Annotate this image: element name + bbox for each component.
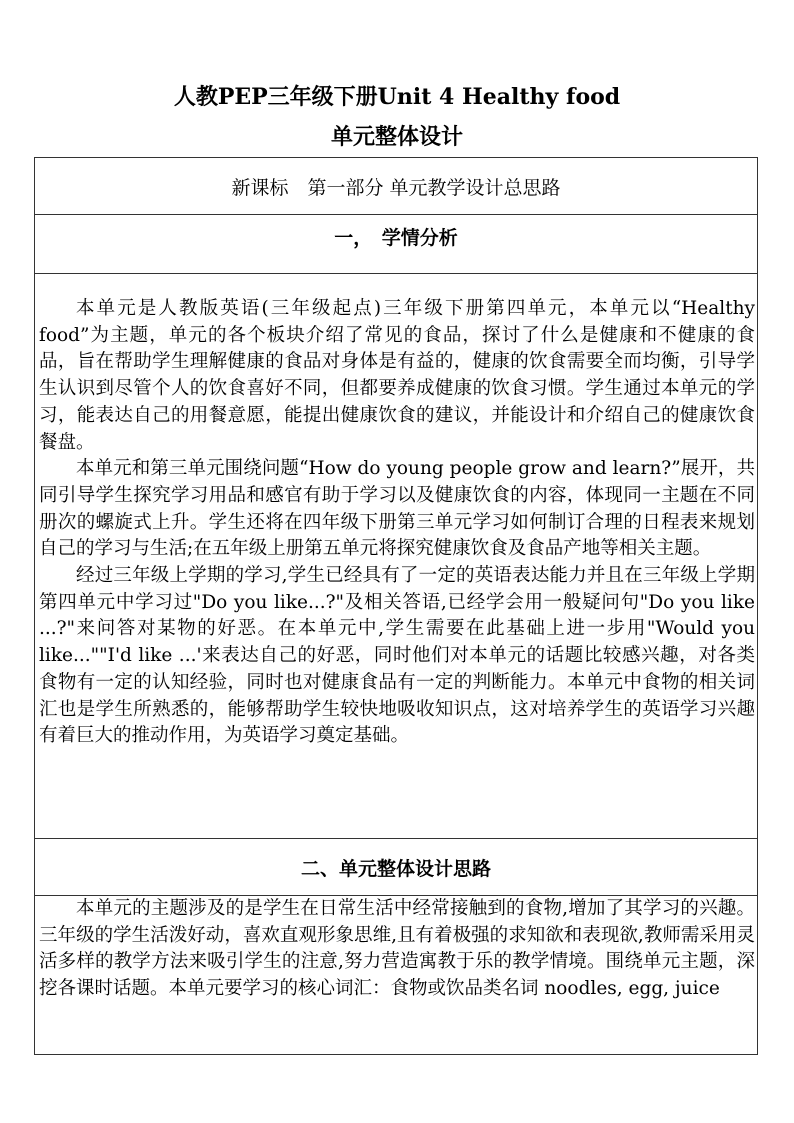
paragraph: 本单元的主题涉及的是学生在日常生活中经常接触到的食物,增加了其学习的兴趣。三年级的学生活泼好动，喜欢直观形象思维,且有着极强的求知欲和表现欲,教师需采用灵活多样的教学方法来吸引学生的注意,努力营造寓教于乐的教学情境。围绕单元主题，深挖各课时话题。本单元要学习的核心词汇：食物或饮品类名词 noodles, egg, juice <box>39 898 755 1000</box>
section1-text <box>35 296 757 750</box>
table-row-section2-heading <box>35 839 757 896</box>
framework-heading: 新课标 第一部分 单元教学设计总思路 <box>231 176 561 199</box>
section2-heading: 二、单元整体设计思路 <box>300 857 491 880</box>
design-table <box>34 157 758 1055</box>
table-row-section2-body <box>35 896 757 1054</box>
table-row-section1-body <box>35 274 757 839</box>
section2-text <box>35 896 757 1003</box>
section1-heading: 一， 学情分析 <box>334 227 458 249</box>
document-title: 人教PEP三年级下册Unit 4 Healthy food <box>173 84 621 110</box>
table-row-framework <box>35 158 757 215</box>
paragraph: 本单元和第三单元围绕问题“How do young people grow and learn?”展开，共同引导学生探究学习用品和感官有助于学习以及健康饮食的内容，体现同一主题在不同册次的螺旋式上升。学生还将在四年级下册第三单元学习如何制订合理的日程表来规划自己的学习与生活;在五年级上册第五单元将探究健康饮食及食品产地等相关主题。 <box>39 458 755 560</box>
paragraph: 经过三年级上学期的学习,学生已经具有了一定的英语表达能力并且在三年级上学期第四单元中学习过"Do you like...?"及相关答语,已经学会用一般疑问句"Do you like ...?"来问答对某物的好恶。在本单元中,学生需要在此基础上进一步用"Would you like...""I'd like ...'来表达自己的好恶，同时他们对本单元的话题比较感兴趣，对各类食物有一定的认知经验，同时也对健康食品有一定的判断能力。本单元中食物的相关词汇也是学生所熟悉的，能够帮助学生较快地吸收知识点，这对培养学生的英语学习兴趣有着巨大的推动作用，为英语学习奠定基础。 <box>39 565 755 747</box>
table-row-section1-heading <box>35 215 757 274</box>
paragraph: 本单元是人教版英语(三年级起点)三年级下册第四单元，本单元以“Healthy food”为主题，单元的各个板块介绍了常见的食品，探讨了什么是健康和不健康的食品，旨在帮助学生理解健康的食品对身体是有益的，健康的饮食需要全而均衡，引导学生认识到尽管个人的饮食喜好不同，但都要养成健康的饮食习惯。学生通过本单元的学习，能表达自己的用餐意愿，能提出健康饮食的建议，并能设计和介绍自己的健康饮食餐盘。 <box>39 298 755 453</box>
document-subtitle: 单元整体设计 <box>330 124 463 150</box>
